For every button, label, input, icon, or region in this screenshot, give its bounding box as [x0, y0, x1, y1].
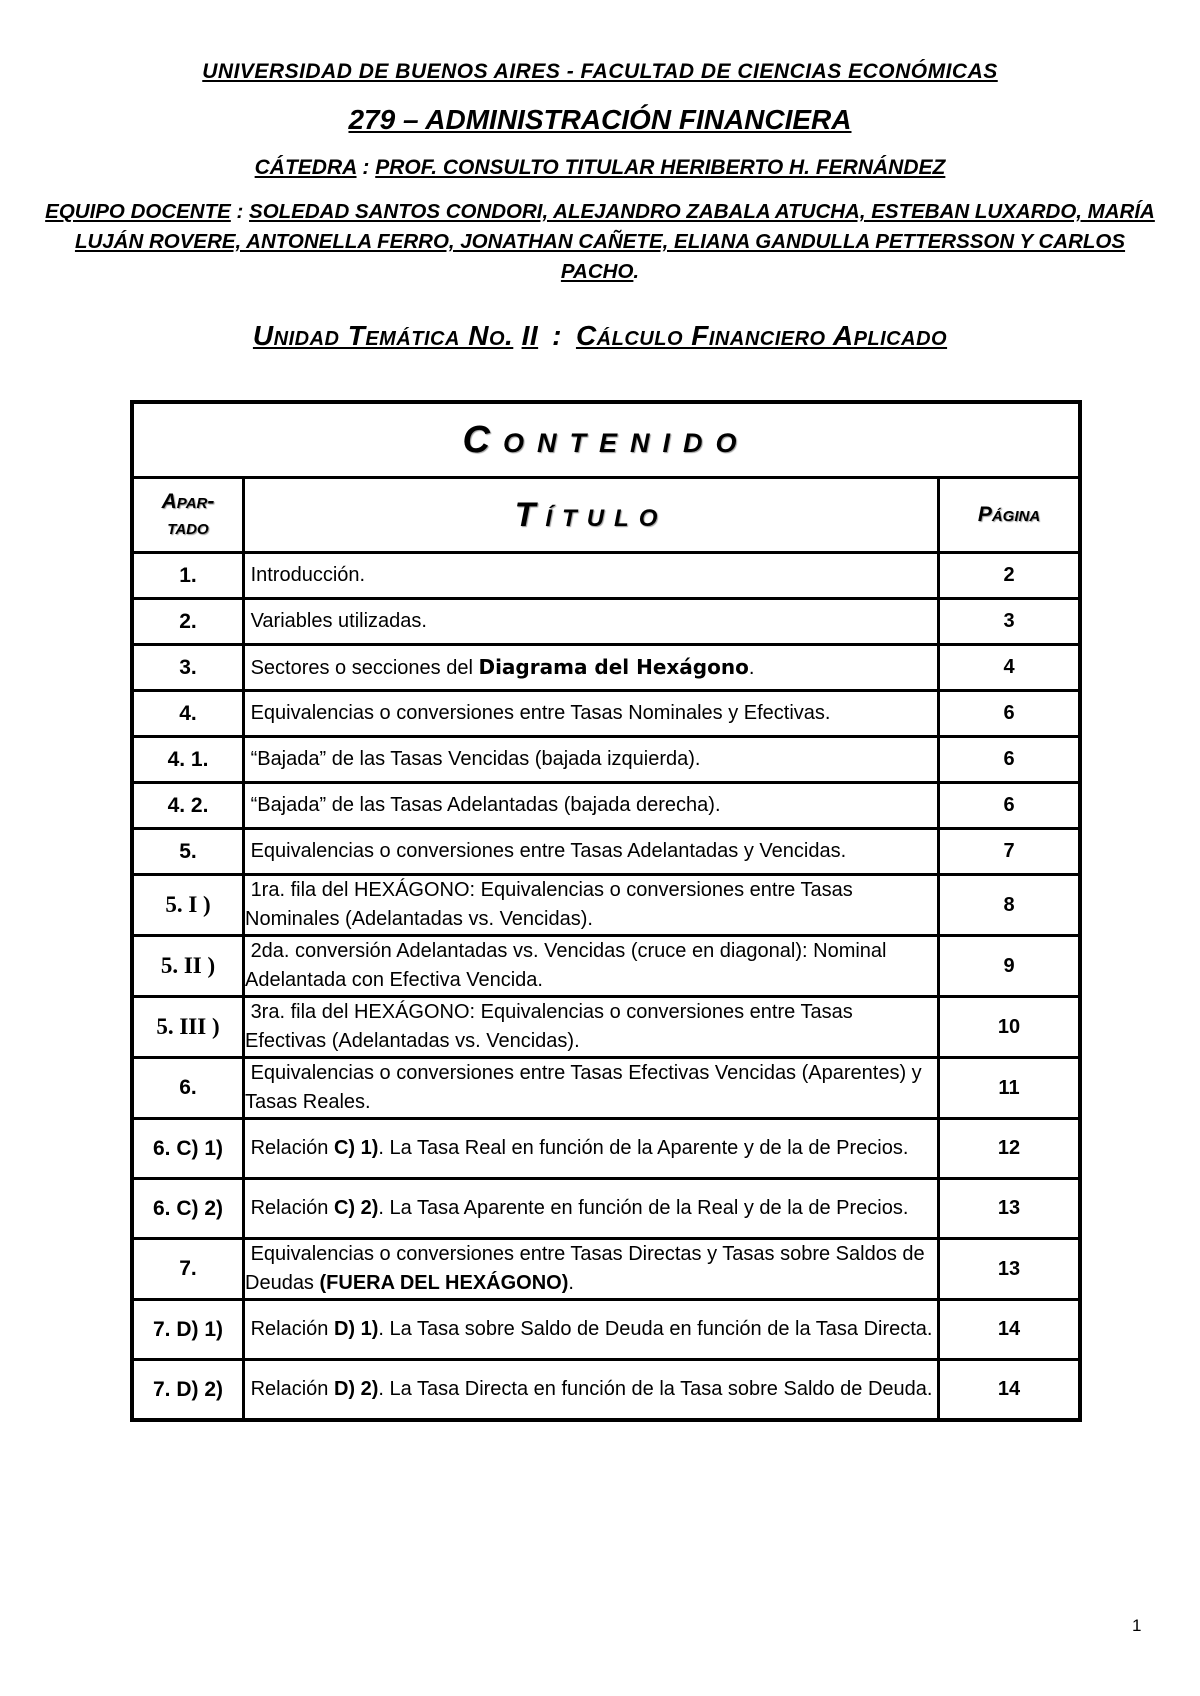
contents-body: [132, 553, 1080, 1421]
row-title-suffix: . La Tasa Directa en función de la Tasa sobre Saldo de Deuda.: [378, 1378, 933, 1400]
row-title: [244, 1360, 939, 1421]
row-title-emphasis: C) 1): [333, 1137, 379, 1159]
row-page: 6: [939, 691, 1081, 737]
row-title-text: Relación: [250, 1137, 334, 1159]
university-header: UNIVERSIDAD DE BUENOS AIRES - FACULTAD DE CIENCIAS ECONÓMICAS: [202, 60, 998, 83]
row-page: 14: [939, 1360, 1081, 1421]
row-title: [244, 599, 939, 645]
table-row: [132, 829, 1080, 875]
row-page: 12: [939, 1119, 1081, 1179]
header-apartado: [132, 478, 244, 553]
row-title: [244, 691, 939, 737]
header-titulo: Título: [244, 478, 939, 553]
row-title: [244, 1119, 939, 1179]
table-row: [132, 875, 1080, 936]
unit-heading: [40, 320, 1160, 352]
row-page: 10: [939, 997, 1081, 1058]
row-title: [244, 1058, 939, 1119]
chair-label: CÁTEDRA: [254, 156, 357, 179]
table-row: [132, 1119, 1080, 1179]
table-row: [132, 645, 1080, 691]
row-apartado: 7.: [132, 1239, 244, 1300]
row-title-text: “Bajada” de las Tasas Adelantadas (bajada derecha).: [250, 794, 721, 816]
row-page: 13: [939, 1179, 1081, 1239]
table-row: [132, 997, 1080, 1058]
row-page: 4: [939, 645, 1081, 691]
team-value: SOLEDAD SANTOS CONDORI, ALEJANDRO ZABALA ATUCHA, ESTEBAN LUXARDO, MARÍA LUJÁN ROVERE, ANTONELLA FERRO, JONATHAN CAÑETE, ELIANA GANDULLA PETTERSSON Y CARLOS PACHO: [74, 200, 1155, 283]
row-title: [244, 1239, 939, 1300]
row-title-text: Equivalencias o conversiones entre Tasas Efectivas Vencidas (Aparentes) y Tasas Reales.: [245, 1062, 922, 1113]
team-end: .: [633, 260, 640, 283]
unit-number: II: [521, 320, 539, 351]
row-title-text: Sectores o secciones del: [250, 656, 479, 679]
team-label: EQUIPO DOCENTE: [45, 200, 231, 223]
row-title-text: “Bajada” de las Tasas Vencidas (bajada izquierda).: [250, 748, 701, 770]
unit-title: Cálculo Financiero Aplicado: [575, 320, 948, 351]
unit-label: Unidad Temática No.: [252, 320, 514, 351]
row-title: [244, 1300, 939, 1360]
contents-table: [130, 400, 1082, 1422]
table-row: [132, 1300, 1080, 1360]
row-title-text: 3ra. fila del HEXÁGONO: Equivalencias o conversiones entre Tasas Efectivas (Adelantadas vs. Vencidas).: [245, 1001, 853, 1052]
row-title: [244, 829, 939, 875]
chair-line: [40, 156, 1160, 180]
row-apartado: 6.: [132, 1058, 244, 1119]
row-page: 13: [939, 1239, 1081, 1300]
row-title-text: Introducción.: [250, 564, 366, 586]
table-row: [132, 1360, 1080, 1421]
row-title-emphasis: (FUERA DEL HEXÁGONO): [319, 1272, 569, 1294]
chair-value: PROF. CONSULTO TITULAR HERIBERTO H. FERNÁNDEZ: [375, 156, 946, 179]
row-title: [244, 1179, 939, 1239]
row-apartado: 7. D) 1): [132, 1300, 244, 1360]
row-title-text: Relación: [250, 1197, 334, 1219]
row-page: 6: [939, 737, 1081, 783]
contents-caption-row: [132, 402, 1080, 478]
row-title-text: Relación: [250, 1378, 334, 1400]
team-separator: :: [230, 200, 250, 223]
table-row: [132, 691, 1080, 737]
table-row: [132, 599, 1080, 645]
row-apartado: 3.: [132, 645, 244, 691]
row-title: [244, 997, 939, 1058]
row-page: 7: [939, 829, 1081, 875]
row-title: [244, 936, 939, 997]
course-title: 279 – ADMINISTRACIÓN FINANCIERA: [348, 104, 852, 135]
table-row: [132, 1179, 1080, 1239]
row-title-emphasis: D) 2): [333, 1378, 379, 1400]
row-title-suffix: .: [748, 656, 755, 679]
row-apartado: 6. C) 2): [132, 1179, 244, 1239]
unit-separator: :: [552, 320, 562, 351]
row-title-text: Relación: [250, 1318, 334, 1340]
row-page: 9: [939, 936, 1081, 997]
row-title-text: 2da. conversión Adelantadas vs. Vencidas (cruce en diagonal): Nominal Adelantada con Efectiva Vencida.: [245, 940, 887, 991]
row-apartado: 2.: [132, 599, 244, 645]
row-title-text: Variables utilizadas.: [250, 610, 427, 632]
row-title-emphasis: Diagrama del Hexágono: [478, 654, 749, 679]
row-apartado: 1.: [132, 553, 244, 599]
chair-separator: :: [356, 156, 376, 179]
row-page: 11: [939, 1058, 1081, 1119]
header-apartado-line2: tado: [167, 516, 209, 539]
row-page: 8: [939, 875, 1081, 936]
row-title-text: Equivalencias o conversiones entre Tasas Directas y Tasas sobre Saldos de Deudas: [245, 1243, 925, 1294]
row-title-suffix: .: [568, 1272, 574, 1294]
row-title-suffix: . La Tasa Aparente en función de la Real y de la de Precios.: [378, 1197, 909, 1219]
row-title-suffix: . La Tasa Real en función de la Aparente y de la de Precios.: [378, 1137, 909, 1159]
row-title: [244, 737, 939, 783]
row-title-emphasis: D) 1): [333, 1318, 379, 1340]
table-row: [132, 737, 1080, 783]
row-apartado: 5. III ): [132, 997, 244, 1058]
row-apartado: 5. II ): [132, 936, 244, 997]
row-page: 6: [939, 783, 1081, 829]
row-apartado: 5. I ): [132, 875, 244, 936]
row-page: 3: [939, 599, 1081, 645]
team-line: [40, 197, 1160, 287]
header-apartado-line1: Apar-: [161, 490, 215, 513]
row-title: [244, 553, 939, 599]
row-title-emphasis: C) 2): [333, 1197, 379, 1219]
row-title-suffix: . La Tasa sobre Saldo de Deuda en función de la Tasa Directa.: [378, 1318, 933, 1340]
contents-header-row: [132, 478, 1080, 553]
row-page: 2: [939, 553, 1081, 599]
row-title: [244, 645, 939, 691]
row-apartado: 4. 2.: [132, 783, 244, 829]
header-pagina: Página: [939, 478, 1081, 553]
table-row: [132, 1058, 1080, 1119]
row-title-text: Equivalencias o conversiones entre Tasas Nominales y Efectivas.: [250, 702, 831, 724]
table-row: [132, 783, 1080, 829]
row-title-text: 1ra. fila del HEXÁGONO: Equivalencias o conversiones entre Tasas Nominales (Adelantadas vs. Vencidas).: [245, 879, 853, 930]
row-apartado: 6. C) 1): [132, 1119, 244, 1179]
table-row: [132, 553, 1080, 599]
row-title: [244, 783, 939, 829]
page-number: 1: [1132, 1616, 1142, 1635]
table-row: [132, 1239, 1080, 1300]
row-apartado: 7. D) 2): [132, 1360, 244, 1421]
row-title: [244, 875, 939, 936]
row-title-text: Equivalencias o conversiones entre Tasas Adelantadas y Vencidas.: [250, 840, 847, 862]
row-apartado: 4. 1.: [132, 737, 244, 783]
row-apartado: 4.: [132, 691, 244, 737]
table-row: [132, 936, 1080, 997]
contents-caption: Contenido: [132, 402, 1080, 478]
row-page: 14: [939, 1300, 1081, 1360]
row-apartado: 5.: [132, 829, 244, 875]
